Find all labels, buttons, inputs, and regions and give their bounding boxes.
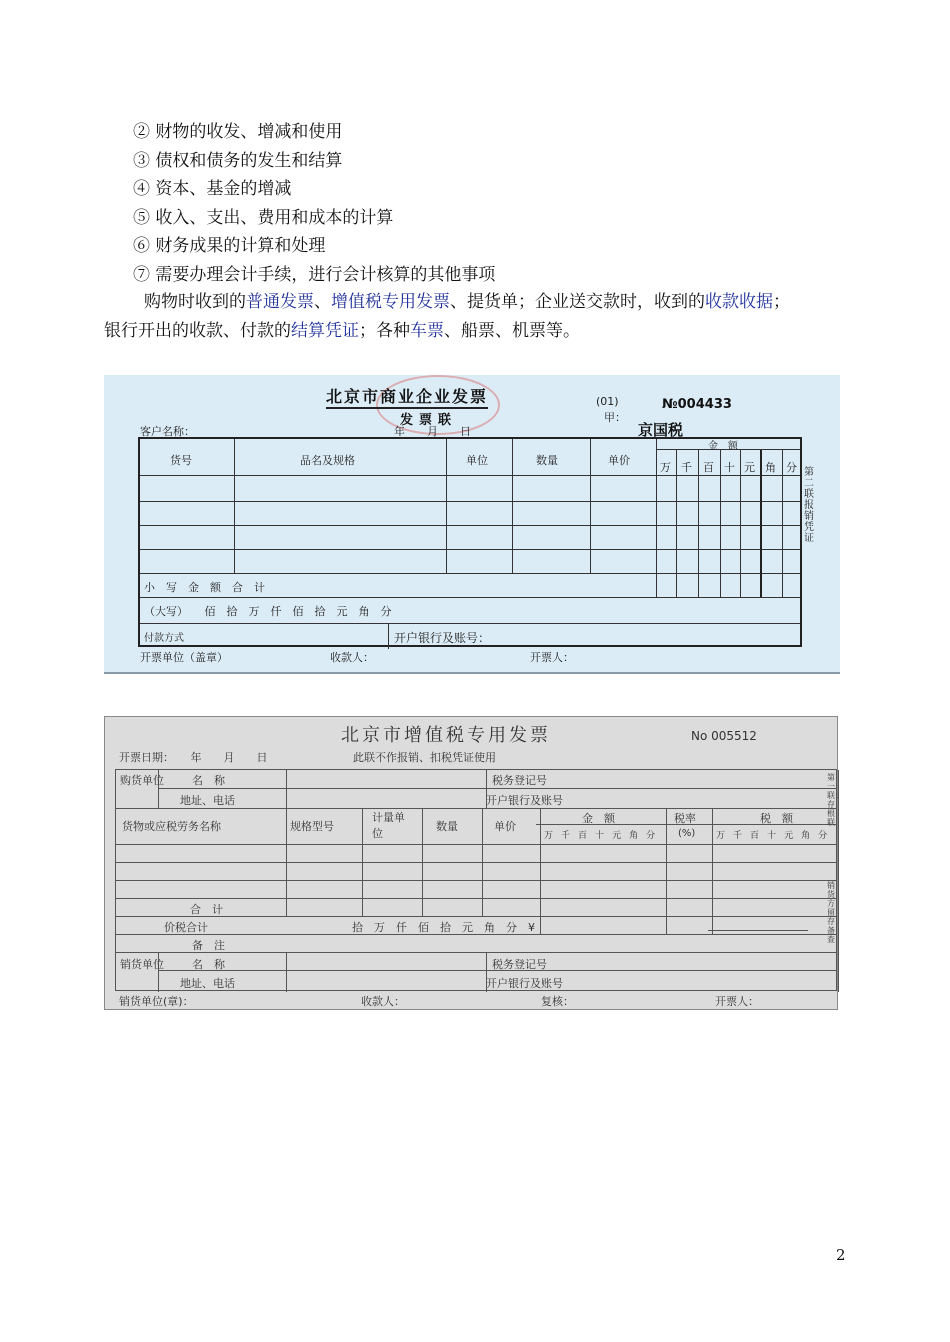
daxie-label: 拾 万 仟 佰 拾 元 角 分 ¥ xyxy=(352,921,535,934)
header-rate: 税率 xyxy=(674,812,696,825)
daxie-label: （大写） 佰 拾 万 仟 佰 拾 元 角 分 xyxy=(144,605,392,618)
header-price: 单价 xyxy=(494,820,516,833)
digit: 十 xyxy=(724,461,735,474)
amount-digits: 万千百十元角分 xyxy=(544,831,664,841)
list-item: ② 财物的收发、增减和使用 xyxy=(133,122,343,142)
seller-tax-reg-label: 税务登记号 xyxy=(492,958,547,971)
invoice-table xyxy=(138,437,802,647)
note-label: 此联不作报销、扣税凭证使用 xyxy=(353,751,496,764)
header-amount: 金 额 xyxy=(582,812,615,825)
list-item: ③ 债权和债务的发生和结算 xyxy=(133,150,343,171)
footer-receiver: 收款人： xyxy=(361,995,405,1008)
buyer-name-label: 名 称 xyxy=(192,774,225,787)
header-spec: 规格型号 xyxy=(290,820,334,833)
text: 、 xyxy=(314,292,331,312)
seller-label: 销货单位 xyxy=(120,958,164,971)
link-receipt[interactable]: 收款收据 xyxy=(705,292,773,312)
page-number: 2 xyxy=(836,1246,846,1264)
header-price: 单价 xyxy=(608,454,630,467)
invoice-jia: 甲： xyxy=(604,411,626,424)
digit: 万 xyxy=(660,461,671,474)
total-label: 合 计 xyxy=(190,903,223,916)
digit: 百 xyxy=(703,461,714,474)
customer-label: 客户名称： xyxy=(140,425,195,438)
text: 购物时收到的 xyxy=(144,292,246,312)
header-item-no: 货号 xyxy=(170,454,192,467)
footer-review: 复核： xyxy=(541,995,574,1008)
buyer-address-label: 地址、电话 xyxy=(180,794,235,807)
list-item: ⑥ 财务成果的计算和处理 xyxy=(133,236,326,256)
footer-unit: 开票单位（盖章） xyxy=(140,651,228,664)
footer-receiver: 收款人： xyxy=(330,651,374,664)
tax-label: 京国税 xyxy=(638,421,684,439)
header-tax: 税 额 xyxy=(760,812,793,825)
item-list xyxy=(133,118,495,289)
remark-label: 备 注 xyxy=(192,939,225,952)
footer-issuer: 开票人： xyxy=(530,651,574,664)
seller-name-label: 名 称 xyxy=(192,958,225,971)
text: ；各种 xyxy=(359,321,410,341)
header-name: 品名及规格 xyxy=(300,454,355,467)
invoice-subtitle: 发票联 xyxy=(400,413,458,428)
vat-invoice-image xyxy=(104,716,843,1010)
link-ticket[interactable]: 车票 xyxy=(410,321,444,341)
digit: 分 xyxy=(786,461,797,474)
invoice-title: 北京市商业企业发票 xyxy=(326,384,488,409)
subtotal-label: 小 写 金 额 合 计 xyxy=(144,581,265,594)
link-vat-invoice[interactable]: 增值税专用发票 xyxy=(331,292,450,312)
seller-address-label: 地址、电话 xyxy=(180,977,235,990)
text: 、提货单；企业送交款时，收到的 xyxy=(450,292,705,312)
header-amount: 金 额 xyxy=(708,441,738,452)
total-tax-label: 价税合计 xyxy=(164,921,208,934)
date-label: 年 月 日 xyxy=(394,425,471,438)
header-quantity: 数量 xyxy=(436,820,458,833)
header-goods: 货物或应税劳务名称 xyxy=(122,820,221,833)
amount-underline xyxy=(708,930,808,931)
link-ordinary-invoice[interactable]: 普通发票 xyxy=(246,292,314,312)
invoice-code: (01) xyxy=(596,395,619,408)
digit: 角 xyxy=(765,461,776,474)
header-rate-unit: (%) xyxy=(678,828,696,839)
digit: 千 xyxy=(681,461,692,474)
tax-digits: 万千百十元角分 xyxy=(716,831,836,841)
buyer-label: 购货单位 xyxy=(120,774,164,787)
text: ； xyxy=(773,292,790,312)
side-label: 第二联 报销凭证 xyxy=(804,467,814,544)
list-item: ⑤ 收入、支出、费用和成本的计算 xyxy=(133,207,394,228)
vat-invoice-table xyxy=(115,769,843,991)
text: 银行开出的收款、付款的 xyxy=(104,321,291,341)
commercial-invoice-image xyxy=(104,375,840,674)
bank-label: 开户银行及账号： xyxy=(394,631,491,645)
side-label-1: 第一联：存根联 xyxy=(827,773,843,827)
invoice-title: 北京市增值税专用发票 xyxy=(341,725,551,746)
list-item: ⑦ 需要办理会计手续，进行会计核算的其他事项 xyxy=(133,264,496,285)
invoice-number: №004433 xyxy=(662,397,732,412)
payment-label: 付款方式 xyxy=(144,633,184,644)
header-unit: 计量单位 xyxy=(372,811,405,840)
link-settlement-voucher[interactable]: 结算凭证 xyxy=(291,321,359,341)
invoice-number: No 005512 xyxy=(691,729,757,743)
buyer-bank-label: 开户银行及账号 xyxy=(486,794,563,807)
buyer-tax-reg-label: 税务登记号 xyxy=(492,774,547,787)
date-label: 开票日期： 年 月 日 xyxy=(119,751,268,764)
digit: 元 xyxy=(744,461,755,474)
text: 、船票、机票等。 xyxy=(444,321,580,341)
seller-bank-label: 开户银行及账号 xyxy=(486,977,563,990)
body-paragraph xyxy=(104,288,844,346)
header-unit: 单位 xyxy=(466,454,488,467)
header-quantity: 数量 xyxy=(536,454,558,467)
footer-issuer: 开票人： xyxy=(715,995,759,1008)
side-label-2: 销货方留存备查 xyxy=(827,881,835,944)
list-item: ④ 资本、基金的增减 xyxy=(133,179,292,199)
footer-unit: 销货单位(章)： xyxy=(119,995,194,1008)
